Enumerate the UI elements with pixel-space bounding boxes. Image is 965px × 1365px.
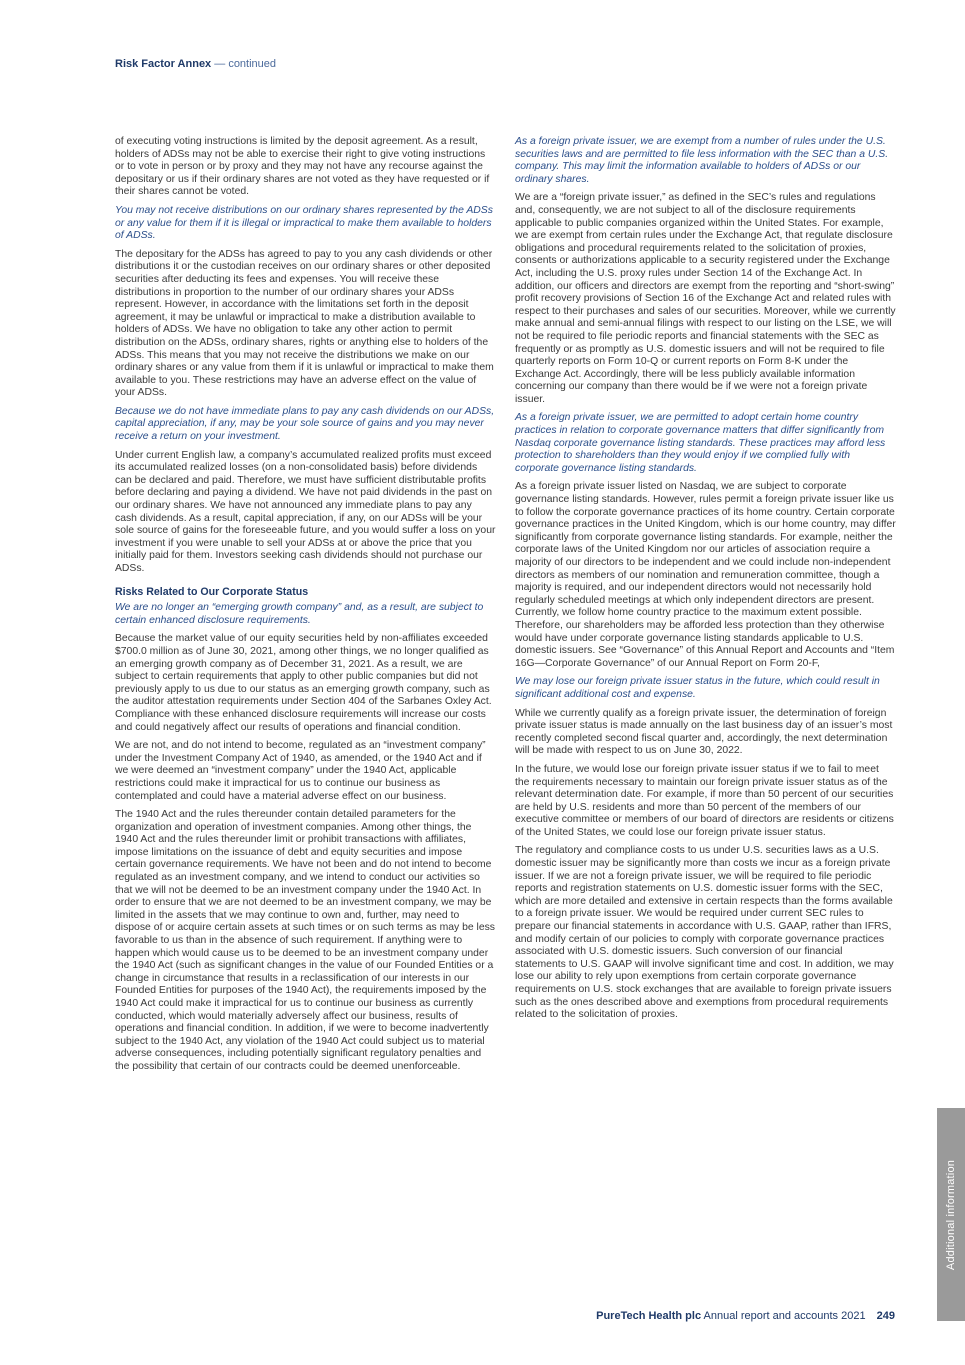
footer-report-title: Annual report and accounts 2021 [703,1310,866,1322]
risk-heading: As a foreign private issuer, we are permitted to adopt certain home country practices in relation to corporate governance matters that differ significantly from Nasdaq corporate governance listing standards. These practices may afford less protection to shareholders than they would enjoy if we complied fully with corporate governance listing standards. [515,412,886,474]
body-paragraph: We are not, and do not intend to become, regulated as an “investment company” under the Investment Company Act of 1940, as amended, or the 1940 Act and if we were deemed an “investment company” under the 1940 Act, applicable restrictions could make it impractical for us to continue our business as contemplated and could have a material adverse effect on our business. [115,740,486,802]
header-continued: continued [228,58,277,70]
page-footer [596,1310,895,1322]
body-paragraph: We are a “foreign private issuer,” as defined in the SEC’s rules and regulations and, consequently, we are not subject to all of the disclosure requirements applicable to public companies organized within the United States. For example, we are exempt from certain rules under the Exchange Act, that regulate disclosure obligations and procedural requirements related to the solicitation of proxies, consents or authorizations applicable to a security registered under the Exchange Act, including the U.S. proxy rules under Section 14 of the Exchange Act. In addition, our officers and directors are exempt from the reporting and “short-swing” profit recovery provisions of Section 16 of the Exchange Act and related rules with respect to their purchases and sales of our securities. Moreover, while we currently make annual and semi-annual filings with respect to our listing on the LSE, we will not be required to file periodic reports and financial statements with the SEC as frequently or as promptly as U.S. domestic issuers and will not be required to file quarterly reports on Form 10-Q or current reports on Form 8-K under the Exchange Act. Accordingly, there will be less publicly available information concerning our company than there would be if we were not a foreign private issuer. [515,192,896,405]
page-number: 249 [876,1310,895,1322]
body-paragraph: The regulatory and compliance costs to us under U.S. securities laws as a U.S. domestic issuer may be significantly more than costs we incur as a foreign private issuer. If we are not a foreign private issuer, we will be required to file periodic reports and registration statements on U.S. domestic issuer forms with the SEC, which are more detailed and extensive in certain respects than the forms available to a foreign private issuer. We would be required under current SEC rules to prepare our financial statements in accordance with U.S. GAAP, rather than IFRS, and modify certain of our policies to comply with corporate governance practices associated with U.S. domestic issuers. Such conversion of our financial statements to U.S. GAAP will involve significant time and cost. In addition, we may lose our ability to rely upon exemptions from certain corporate governance requirements on U.S. stock exchanges that are available to foreign private issuers such as the ones described above and exemptions from procedural requirements related to the solicitation of proxies. [515,845,894,1021]
side-tab-label: Additional information [945,1159,957,1270]
body-paragraph: The 1940 Act and the rules thereunder contain detailed parameters for the organization and operation of investment companies. Among other things, the 1940 Act and the rules thereunder limit or prohibit transactions with affiliates, impose limitations on the issuance of debt and equity securities and impose certain governance requirements. We have not been and do not intend to become regulated as an investment company, and we intend to conduct our activities so that we will not be deemed to be an investment company under the 1940 Act. In order to ensure that we are not deemed to be an investment company, we may be limited in the assets that we may continue to own and, further, may need to dispose of or acquire certain assets at such times or on such terms as may be less favorable to us than in the absence of such requirement. If anything were to happen which would cause us to be deemed to be an investment company under the 1940 Act (such as significant changes in the value of our Founded Entities or a change in circumstance that results in a reclassification of our interests in our Founded Entities for purposes of the 1940 Act), the requirements imposed by the 1940 Act could make it impractical for us to continue our business as currently conducted, which would materially adversely affect our business, results of operations and financial condition. In addition, if we were to become inadvertently subject to the 1940 Act, any violation of the 1940 Act could subject us to material adverse consequences, including potentially significant regulatory penalties and the possibility that certain of our contracts could be deemed unenforceable. [115,809,496,1072]
body-paragraph: Because the market value of our equity securities held by non-affiliates exceeded $700.0 million as of June 30, 2021, among other things, we no longer qualified as an emerging growth company as of December 31, 2021. As a result, we are subject to certain requirements that apply to other public companies but did not previously apply to us due to our status as an emerging growth company, such as the auditor attestation requirements under Section 404 of the Sarbanes Oxley Act. Compliance with these enhanced disclosure requirements will increase our costs and could negatively affect our results of operations and financial condition. [115,633,492,733]
body-paragraph: In the future, we would lose our foreign private issuer status if we to fail to meet the requirements necessary to maintain our foreign private issuer status as of the relevant determination date. For example, if more than 50 percent of our securities are held by U.S. residents and more than 50 percent of the members of our executive committee or members of our board of directors are residents or citizens of the United States, we could lose our foreign private issuer status. [515,763,894,838]
right-column [515,136,896,1028]
body-paragraph: The depositary for the ADSs has agreed to pay to you any cash dividends or other distributions it or the custodian receives on our ordinary shares or other deposited securities after deducting its fees and expenses. You will receive these distributions in proportion to the number of our ordinary shares your ADSs represent. However, in accordance with the limitations set forth in the deposit agreement, it may be unlawful or impractical to make a distribution available to holders of ADSs. We have no obligation to take any other action to permit distribution on the ADSs, ordinary shares, rights or anything else to holders of the ADSs. This means that you may not receive the distributions we make on our ordinary shares or any value from them if it is unlawful or impractical to make them available to you. These restrictions may have an adverse effect on the value of your ADSs. [115,248,494,399]
body-paragraph: As a foreign private issuer listed on Nasdaq, we are subject to corporate governance listing standards. However, rules permit a foreign private issuer like us to follow the corporate governance practices of its home country. Certain corporate governance practices in the United Kingdom, which is our home country, may differ significantly from corporate governance listing standards. For example, neither the corporate laws of the United Kingdom nor our articles of association require a majority of our directors to be independent and we could include non-independent directors as members of our nomination and remuneration committee, though a majority is required, and our independent directors would not necessarily hold regularly scheduled meetings at which only independent directors are present. Currently, we follow home country practice to the maximum extent possible. Therefore, our shareholders may be afforded less protection than they otherwise would have under corporate governance listing standards applicable to U.S. domestic issuers. See “Governance” of this Annual Report and Accounts and “Item 16G—Corporate Governance” of our Annual Report on Form 20-F, [515,481,896,669]
additional-information-tab[interactable] [937,1108,965,1321]
section-subheading: Risks Related to Our Corporate Status [115,585,309,598]
footer-company: PureTech Health plc [596,1310,702,1322]
risk-heading: As a foreign private issuer, we are exempt from a number of rules under the U.S. securities laws and are permitted to file less information with the SEC than a U.S. company. This may limit the information available to holders of ADSs or our ordinary shares. [515,136,889,185]
body-paragraph: Under current English law, a company’s accumulated realized profits must exceed its accumulated realized losses (on a non-consolidated basis) before dividends can be declared and paid. Therefore, we must have sufficient distributable profits before declaring and paying a dividend. We have not paid dividends in the past on our ordinary shares. We have not announced any immediate plans to pay any cash dividends. As a result, capital appreciation, if any, on our ADSs will be your sole source of gains for the foreseeable future, and you would suffer a loss on your investment if you were unable to sell your ADSs at or above the price that you initially paid for them. Investors seeking cash dividends should not purchase our ADSs. [115,449,496,574]
risk-heading: We are no longer an “emerging growth company” and, as a result, are subject to certain enhanced disclosure requirements. [115,602,484,626]
header-separator: — [211,58,229,70]
body-paragraph: of executing voting instructions is limited by the deposit agreement. As a result, holders of ADSs may not be able to exercise their right to give voting instructions or to vote in person or by proxy and they may not have any recourse against the depositary or us if their ordinary shares are not voted as they have requested or if their shares cannot be voted. [115,136,490,198]
risk-heading: Because we do not have immediate plans to pay any cash dividends on our ADSs, capital appreciation, if any, may be your sole source of gains and you may never receive a return on your investment. [115,405,495,443]
header-section-title: Risk Factor Annex [115,58,212,70]
body-paragraph: While we currently qualify as a foreign private issuer, the determination of foreign private issuer status is made annually on the last business day of an issuer’s most recently completed second fiscal quarter and, accordingly, the next determination will be made with respect to us on June 30, 2022. [515,707,893,757]
left-column [115,136,496,1080]
risk-heading: You may not receive distributions on our ordinary shares represented by the ADSs or any value for them if it is illegal or impractical to make them available to holders of ADSs. [115,204,493,242]
risk-heading: We may lose our foreign private issuer status in the future, which could result in significant additional cost and expense. [515,676,880,700]
running-header [115,58,276,70]
